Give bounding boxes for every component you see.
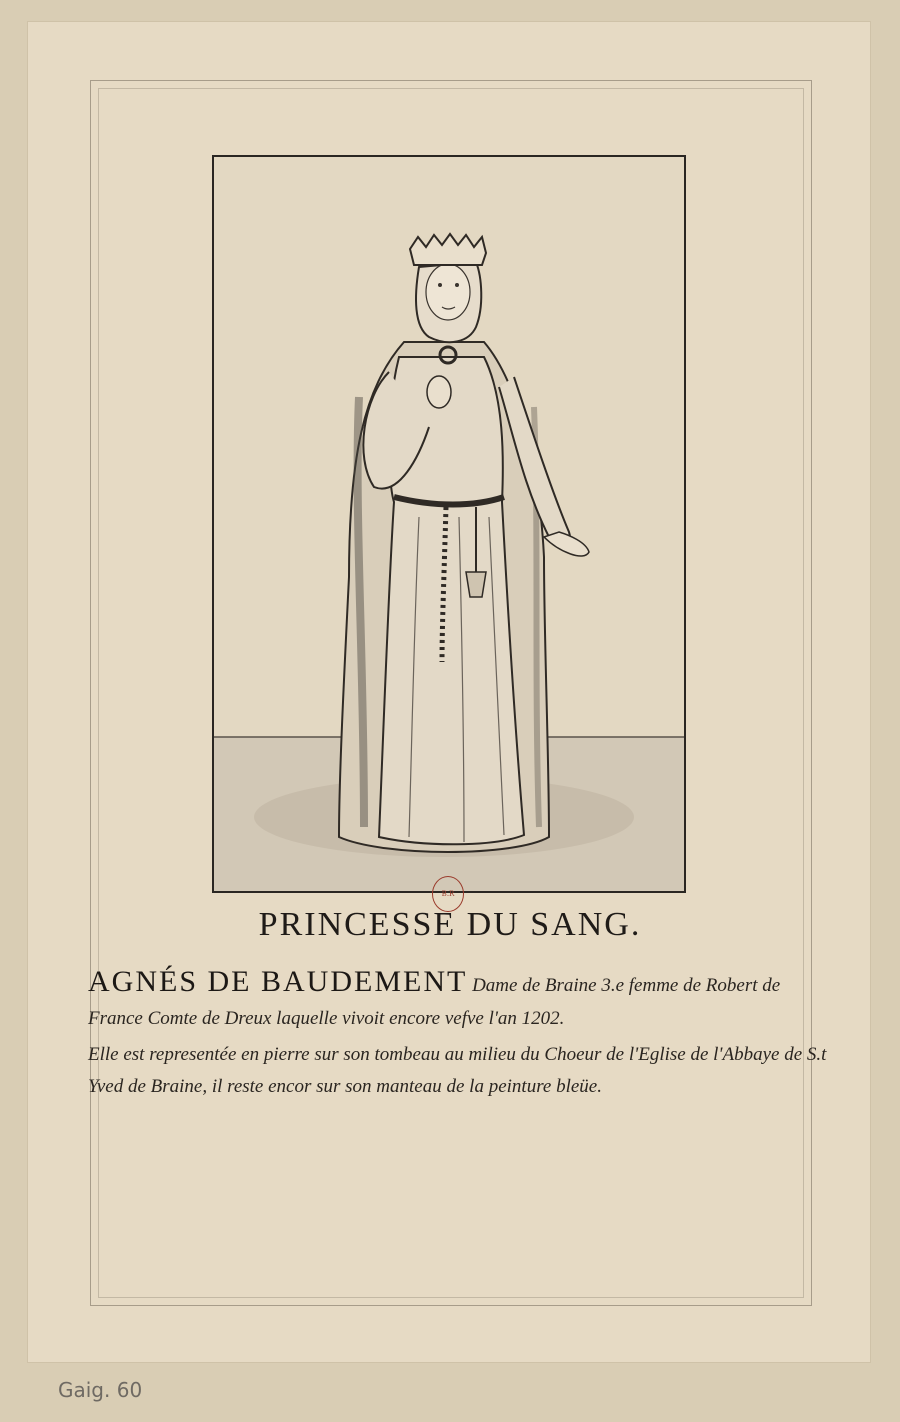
purse [466, 572, 486, 597]
portrait-illustration [212, 155, 686, 893]
page-title: PRINCESSE DU SANG. [258, 906, 642, 943]
crown [410, 234, 486, 265]
right-hand [544, 532, 589, 556]
shelfmark: Gaig. 60 [58, 1378, 143, 1402]
subject-name: AGNÉS DE BAUDEMENT [88, 965, 468, 998]
subject-description: Dame de Braine 3.e femme de Robert de France Comte de Dreux laquelle vivoit encore vefve l'an 1202. [88, 975, 781, 1029]
caption-paragraph-1 [88, 965, 828, 1035]
left-hand [427, 376, 451, 408]
library-stamp: B.R [432, 876, 464, 912]
caption-paragraph-2: Elle est representée en pierre sur son tombeau au milieu du Choeur de l'Eglise de l'Abbaye de S.t Yved de Braine, il reste encor sur son manteau de la peinture bleüe. [88, 1044, 827, 1097]
face [426, 264, 470, 320]
caption-block [88, 965, 828, 1103]
figure-drawing [214, 157, 684, 891]
